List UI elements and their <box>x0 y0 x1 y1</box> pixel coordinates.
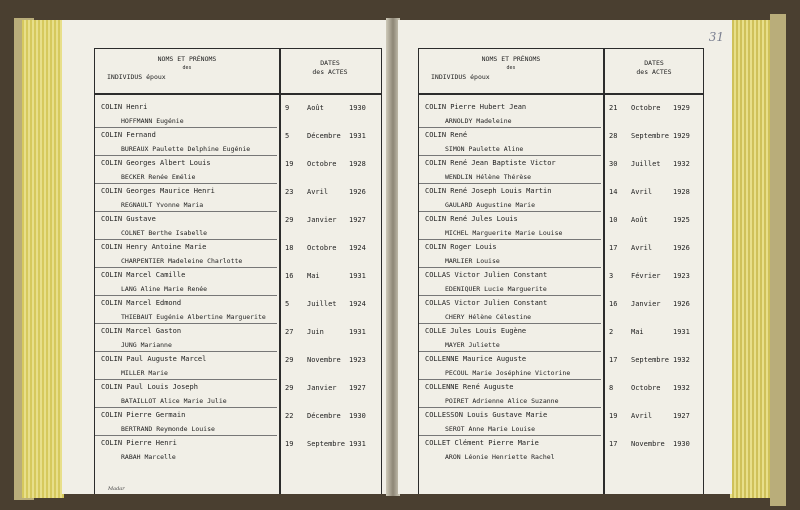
husband-name: COLLENNE Maurice Auguste <box>425 355 527 363</box>
wife-name: BECKER Renée Emélie <box>121 173 196 181</box>
husband-name: COLIN Pierre Hubert Jean <box>425 103 527 111</box>
husband-name: COLLET Clément Pierre Marie <box>425 439 539 447</box>
husband-name: COLLE Jules Louis Eugène <box>425 327 527 335</box>
table-row <box>95 101 381 129</box>
act-month: Avril <box>631 412 653 420</box>
dates-header-line1: DATES <box>320 59 340 67</box>
page-number: 31 <box>708 30 724 44</box>
wife-name: CHERY Hélène Célestine <box>445 313 532 321</box>
act-month: Août <box>307 104 324 112</box>
act-month: Janvier <box>307 216 337 224</box>
dates-column-header <box>281 59 379 77</box>
husband-name: COLIN Paul Louis Joseph <box>101 383 198 391</box>
act-month: Mai <box>307 272 320 280</box>
act-year: 1928 <box>673 188 690 196</box>
right-cover <box>770 14 786 506</box>
left-page <box>62 20 388 494</box>
act-year: 1924 <box>349 244 366 252</box>
act-month: Octobre <box>307 244 337 252</box>
row-rule <box>95 183 277 184</box>
wife-name: REGNAULT Yvonne Maria <box>121 201 204 209</box>
husband-name: COLIN Gustave <box>101 215 156 223</box>
row-rule <box>419 351 601 352</box>
husband-name: COLIN René Joseph Louis Martin <box>425 187 552 195</box>
row-rule <box>95 211 277 212</box>
row-rule <box>95 239 277 240</box>
act-year: 1929 <box>673 104 690 112</box>
act-day: 17 <box>609 244 618 252</box>
left-ledger-table <box>94 48 382 494</box>
table-row <box>95 325 381 353</box>
wife-name: WENDLIN Hélène Thérèse <box>445 173 532 181</box>
row-rule <box>95 407 277 408</box>
act-month: Avril <box>631 244 653 252</box>
act-year: 1928 <box>349 160 366 168</box>
act-day: 21 <box>609 104 618 112</box>
wife-name: COLNET Berthe Isabelle <box>121 229 208 237</box>
wife-name: MAYER Juliette <box>445 341 500 349</box>
act-month: Novembre <box>307 356 341 364</box>
table-row <box>95 157 381 185</box>
wife-name: PECOUL Marie Joséphine Victorine <box>445 369 571 377</box>
act-year: 1930 <box>349 412 366 420</box>
act-month: Juillet <box>307 300 337 308</box>
act-day: 9 <box>285 104 290 112</box>
act-day: 5 <box>285 132 290 140</box>
act-day: 27 <box>285 328 294 336</box>
act-day: 17 <box>609 356 618 364</box>
act-day: 19 <box>285 160 294 168</box>
dates-header-line2: des ACTES <box>312 68 348 76</box>
act-day: 17 <box>609 440 618 448</box>
row-rule <box>95 127 277 128</box>
act-month: Juin <box>307 328 324 336</box>
wife-name: EDENIQUER Lucie Marguerite <box>445 285 547 293</box>
act-day: 19 <box>285 440 294 448</box>
table-row <box>419 297 703 325</box>
header-separator <box>95 93 381 95</box>
husband-name: COLIN René Jules Louis <box>425 215 518 223</box>
act-month: Octobre <box>631 384 661 392</box>
table-row <box>95 297 381 325</box>
table-row <box>419 325 703 353</box>
act-year: 1929 <box>673 132 690 140</box>
act-day: 3 <box>609 272 614 280</box>
act-month: Janvier <box>631 300 661 308</box>
row-rule <box>95 267 277 268</box>
row-rule <box>419 379 601 380</box>
husband-name: COLIN Marcel Gaston <box>101 327 182 335</box>
act-day: 14 <box>609 188 618 196</box>
wife-name: GAULARD Augustine Marie <box>445 201 536 209</box>
husband-name: COLIN Marcel Edmond <box>101 299 182 307</box>
wife-name: SIMON Paulette Aline <box>445 145 524 153</box>
act-month: Avril <box>631 188 653 196</box>
act-month: Janvier <box>307 384 337 392</box>
husband-name: COLIN Georges Maurice Henri <box>101 187 215 195</box>
act-year: 1926 <box>349 188 366 196</box>
row-rule <box>95 435 277 436</box>
table-row <box>419 101 703 129</box>
row-rule <box>95 351 277 352</box>
act-month: Août <box>631 216 648 224</box>
act-year: 1926 <box>673 300 690 308</box>
row-rule <box>95 323 277 324</box>
wife-name: MARLIER Louise <box>445 257 500 265</box>
act-day: 29 <box>285 216 294 224</box>
wife-name: MILLER Marie <box>121 369 168 377</box>
row-rule <box>419 267 601 268</box>
wife-name: MICHEL Marguerite Marie Louise <box>445 229 563 237</box>
act-year: 1932 <box>673 356 690 364</box>
act-month: Juillet <box>631 160 661 168</box>
husband-name: COLIN Fernand <box>101 131 156 139</box>
husband-name: COLIN Pierre Henri <box>101 439 177 447</box>
wife-name: BATAILLOT Alice Marie Julie <box>121 397 227 405</box>
left-page-edges <box>22 20 64 498</box>
table-row <box>95 185 381 213</box>
wife-name: CHARPENTIER Madeleine Charlotte <box>121 257 243 265</box>
act-day: 23 <box>285 188 294 196</box>
names-header-line1: NOMS ET PRÉNOMS <box>157 55 217 63</box>
act-month: Novembre <box>631 440 665 448</box>
table-row <box>419 353 703 381</box>
act-day: 10 <box>609 216 618 224</box>
names-header-line2: des <box>506 65 516 71</box>
names-header-line3: INDIVIDUS époux <box>431 73 490 81</box>
act-day: 30 <box>609 160 618 168</box>
act-year: 1927 <box>673 412 690 420</box>
husband-name: COLIN Paul Auguste Marcel <box>101 355 207 363</box>
husband-name: COLLAS Victor Julien Constant <box>425 271 548 279</box>
row-rule <box>419 407 601 408</box>
act-month: Octobre <box>631 104 661 112</box>
dates-column-header <box>605 59 703 77</box>
act-year: 1927 <box>349 384 366 392</box>
act-year: 1931 <box>349 328 366 336</box>
act-year: 1931 <box>673 328 690 336</box>
act-day: 5 <box>285 300 290 308</box>
act-month: Décembre <box>307 132 341 140</box>
wife-name: POIRET Adrienne Alice Suzanne <box>445 397 559 405</box>
right-rows <box>419 101 703 465</box>
table-row <box>95 269 381 297</box>
names-header-line1: NOMS ET PRÉNOMS <box>481 55 541 63</box>
row-rule <box>419 183 601 184</box>
act-year: 1931 <box>349 132 366 140</box>
row-rule <box>419 239 601 240</box>
act-month: Mai <box>631 328 644 336</box>
left-rows <box>95 101 381 465</box>
act-day: 29 <box>285 384 294 392</box>
right-ledger-table <box>418 48 704 494</box>
husband-name: COLIN Georges Albert Louis <box>101 159 211 167</box>
act-day: 29 <box>285 356 294 364</box>
act-year: 1925 <box>673 216 690 224</box>
row-rule <box>419 211 601 212</box>
table-row <box>419 213 703 241</box>
wife-name: ARNOLDY Madeleine <box>445 117 512 125</box>
husband-name: COLIN Henri <box>101 103 148 111</box>
act-day: 28 <box>609 132 618 140</box>
right-page <box>398 20 732 494</box>
table-row <box>419 269 703 297</box>
wife-name: RABAH Marcelle <box>121 453 176 461</box>
table-row <box>419 437 703 465</box>
act-month: Septembre <box>631 132 669 140</box>
table-row <box>419 185 703 213</box>
act-month: Décembre <box>307 412 341 420</box>
dates-header-line2: des ACTES <box>636 68 672 76</box>
act-day: 16 <box>609 300 618 308</box>
act-year: 1926 <box>673 244 690 252</box>
husband-name: COLLENNE René Auguste <box>425 383 514 391</box>
act-month: Février <box>631 272 661 280</box>
wife-name: SEROT Anne Marie Louise <box>445 425 536 433</box>
act-month: Octobre <box>307 160 337 168</box>
wife-name: BUREAUX Paulette Delphine Eugénie <box>121 145 251 153</box>
table-row <box>419 157 703 185</box>
act-year: 1932 <box>673 160 690 168</box>
wife-name: LANG Aline Marie Renée <box>121 285 208 293</box>
names-column-header <box>419 55 603 82</box>
act-year: 1931 <box>349 272 366 280</box>
header-separator <box>419 93 703 95</box>
table-row <box>95 353 381 381</box>
wife-name: THIEBAUT Eugénie Albertine Marguerite <box>121 313 266 321</box>
husband-name: COLLAS Victor Julien Constant <box>425 299 548 307</box>
names-header-line3: INDIVIDUS époux <box>107 73 166 81</box>
names-header-line2: des <box>182 65 192 71</box>
act-year: 1924 <box>349 300 366 308</box>
wife-name: JUNG Marianne <box>121 341 172 349</box>
row-rule <box>419 155 601 156</box>
wife-name: ARON Léonie Henriette Rachel <box>445 453 555 461</box>
husband-name: COLIN René Jean Baptiste Victor <box>425 159 556 167</box>
table-row <box>419 381 703 409</box>
act-year: 1930 <box>349 104 366 112</box>
husband-name: COLIN Marcel Camille <box>101 271 186 279</box>
husband-name: COLLESSON Louis Gustave Marie <box>425 411 548 419</box>
act-month: Avril <box>307 188 329 196</box>
act-year: 1930 <box>673 440 690 448</box>
husband-name: COLIN Henry Antoine Marie <box>101 243 207 251</box>
table-row <box>419 409 703 437</box>
table-row <box>95 437 381 465</box>
act-day: 22 <box>285 412 294 420</box>
table-row <box>95 129 381 157</box>
row-rule <box>419 127 601 128</box>
row-rule <box>419 295 601 296</box>
table-row <box>95 381 381 409</box>
table-row <box>95 409 381 437</box>
table-row <box>95 213 381 241</box>
margin-note: Madar <box>108 486 125 492</box>
act-day: 19 <box>609 412 618 420</box>
act-year: 1923 <box>349 356 366 364</box>
act-year: 1923 <box>673 272 690 280</box>
row-rule <box>95 379 277 380</box>
husband-name: COLIN René <box>425 131 468 139</box>
table-row <box>95 241 381 269</box>
row-rule <box>419 323 601 324</box>
act-year: 1931 <box>349 440 366 448</box>
wife-name: BERTRAND Reymonde Louise <box>121 425 215 433</box>
act-year: 1927 <box>349 216 366 224</box>
names-column-header <box>95 55 279 82</box>
act-day: 16 <box>285 272 294 280</box>
row-rule <box>95 155 277 156</box>
act-month: Septembre <box>307 440 345 448</box>
row-rule <box>95 295 277 296</box>
table-row <box>419 129 703 157</box>
dates-header-line1: DATES <box>644 59 664 67</box>
husband-name: COLIN Roger Louis <box>425 243 497 251</box>
table-row <box>419 241 703 269</box>
row-rule <box>419 435 601 436</box>
act-day: 18 <box>285 244 294 252</box>
act-month: Septembre <box>631 356 669 364</box>
wife-name: HOFFMANN Eugénie <box>121 117 184 125</box>
husband-name: COLIN Pierre Germain <box>101 411 186 419</box>
act-year: 1932 <box>673 384 690 392</box>
act-day: 8 <box>609 384 614 392</box>
act-day: 2 <box>609 328 614 336</box>
